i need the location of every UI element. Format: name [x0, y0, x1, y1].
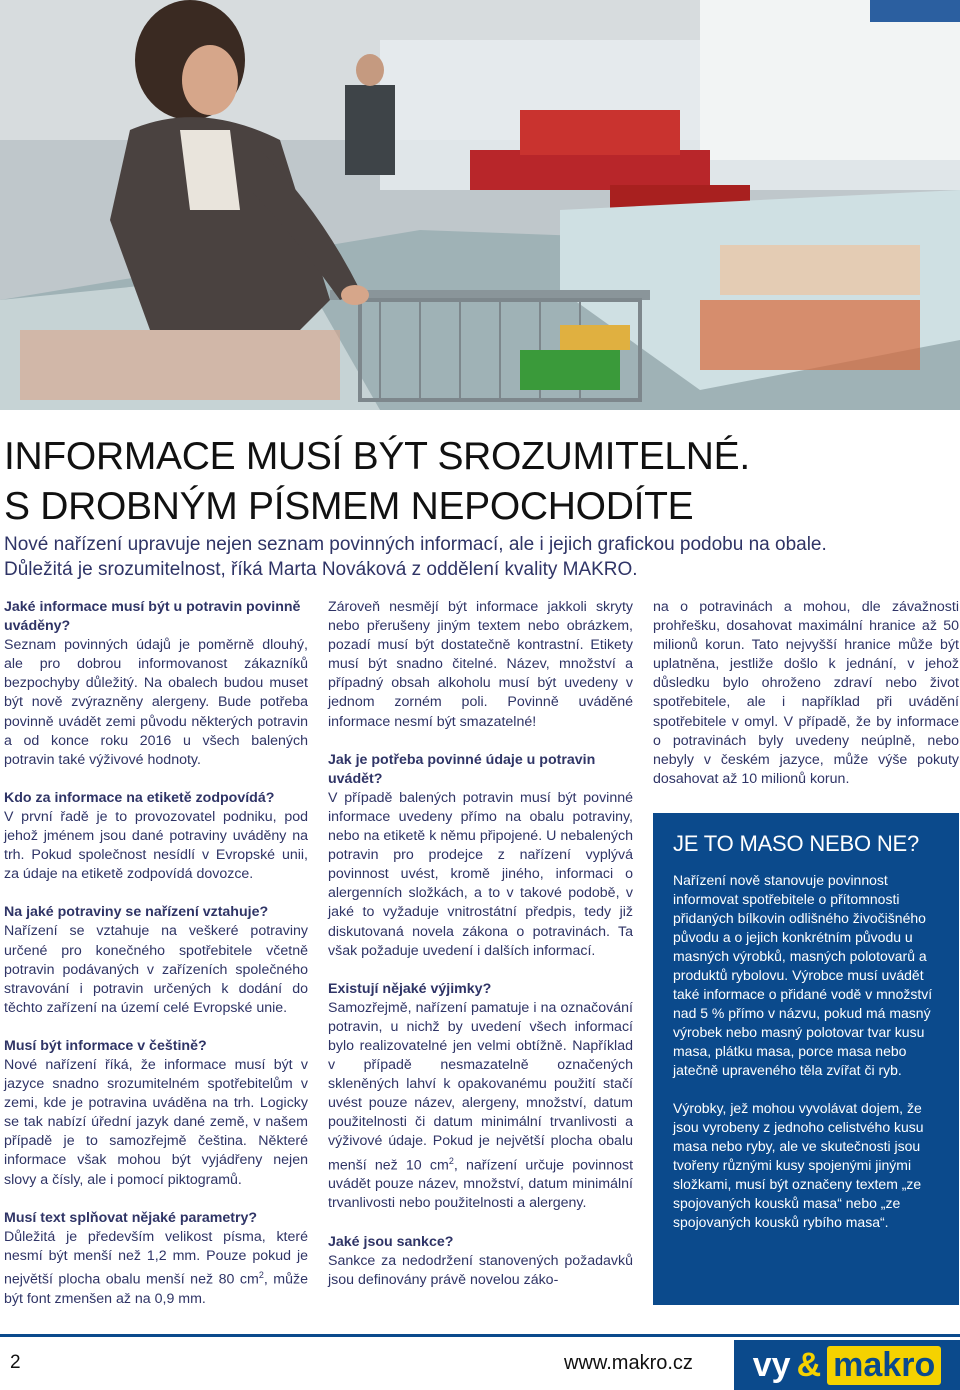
info-box-paragraph: Výrobky, jež mohou vyvolávat dojem, že jsou vyrobeny z jednoho celistvého kusu masa nebo ryby, ale ve skutečnosti jsou tvořeny různými kusy spojenými jinými složkami, musí být označeny textem „ze spojovaných kousků masa“ nebo „ze spojovaných kousků rybího masa“. [673, 1100, 924, 1230]
lead-line-2: Důležitá je srozumitelnost, říká Marta Nováková z oddělení kvality MAKRO. [4, 559, 638, 580]
info-box-paragraph: Nařízení nově stanovuje povinnost informovat spotřebitele o přítomnosti přidaných bílkovin odlišného živočišného původu a o jejich konkrétním původu u masných výrobků, masných polotovarů a produktů rybolovu. Výrobce musí uvádět také informace o přidané vodě v množství nad 5 % přímo v názvu, pokud má masný výrobek nebo masný polotovar tvar kusu masa, plátku masa, porce masa nebo jatečně upraveného těla zvířat či ryb. [673, 872, 933, 1078]
info-box-title: JE TO MASO NEBO NE? [673, 831, 920, 856]
answer-paragraph: Seznam povinných údajů je poměrně dlouhý, ale pro dobrou informovanost zákazníků bezpochyby důležitý. Na obalech budou muset být nově zvýrazněny alergeny. Bude potřeba povinně uvádět zemi původu některých potravin a od konce roku 2016 u všech balených potravin také výživové hodnoty. [4, 637, 308, 768]
question-heading: Kdo za informace na etiketě zodpovídá? [4, 789, 275, 806]
answer-paragraph: Důležitá je především velikost písma, které nesmí být menší než 1,2 mm. Pouze pokud je největší plocha obalu menší než 80 $cm^2$, může být font zmenšen až na 0,9 mm. [4, 1228, 308, 1307]
hero-photo [0, 0, 960, 410]
question-heading: Musí text splňovat nějaké parametry? [4, 1209, 258, 1226]
makro-logo [734, 1340, 960, 1390]
logo-ampersand: & [796, 1345, 822, 1384]
article-title [4, 432, 750, 532]
article-lead [4, 532, 954, 582]
question-heading: Existují nějaké výjimky? [328, 980, 492, 997]
body-paragraph: na o potravinách a mohou, dle závažnosti prohřešku, dosahovat maximální hranice až 50 milionů korun. Tato nejvyšší hranice může být uplatněna, jestliže došlo k jednání, v jehož důsledku bylo ohroženo zdraví nebo život spotřebitele, ale i například při uvádění spotřebitele v omyl. V případě, že by informace o potravinách byly uvedeny neúplně, nebo nebyly v českém jazyce, může výše pokuty dosahovat až 10 milionů korun. [653, 599, 959, 787]
website-url[interactable]: www.makro.cz [564, 1352, 693, 1374]
answer-paragraph: V případě balených potravin musí být povinné informace uvedeny přímo na obalu potraviny, nebo na etiketě k němu připojené. U nebalených potravin pro prodejce z nařízení vyplývá povinnost uvést, kromě jiného, informaci o alergenních složkách, a to v takové podobě, v jaké to vyžaduje vnitrostátní předpis, tedy již diskutovaná novela zákona o potravinách. Ta však požaduje uvedení i dalších informací. [328, 789, 633, 959]
question-heading: Jaké jsou sankce? [328, 1233, 454, 1250]
answer-paragraph: Samozřejmě, nařízení pamatuje i na označování potravin, u nichž by uvedení všech informací bylo realizovatelné jen velmi obtížně. Například v případě nesmazatelně označených skleněných lahví k opakovanému použití stačí uvést pouze název, alergeny, množství, datum použitelnosti či datum minimální trvanlivosti a výživové údaje. Pokud je největší plocha obalu menší než 10 $cm^2$, nařízení určuje povinnost uvádět pouze název, množství, datum minimální trvanlivosti nebo použitelnosti a alergeny. [328, 999, 634, 1212]
question-heading: Na jaké potraviny se nařízení vztahuje? [4, 904, 269, 921]
column-1 [4, 598, 308, 1309]
lead-line-1: Nové nařízení upravuje nejen seznam povinných informací, ale i jejich grafickou podobu na obale. [4, 534, 827, 555]
info-box [653, 813, 959, 1305]
question-heading: Musí být informace v češtině? [4, 1037, 207, 1054]
answer-paragraph: V první řadě je to provozovatel podniku, pod jehož jménem jsou dané potraviny uváděny na trh. Pokud společnost nesídlí v Evropské unii, za údaje na etiketě zodpovídá dovozce. [4, 808, 308, 883]
logo-makro: makro [827, 1346, 941, 1385]
column-3 [653, 598, 959, 789]
logo-vy: vy [752, 1345, 791, 1384]
question-heading: Jaké informace musí být u potravin povinně uváděny? [4, 599, 301, 635]
question-heading: Jak je potřeba povinné údaje u potravin uvádět? [328, 751, 596, 787]
page-number: 2 [10, 1352, 21, 1373]
body-paragraph: Zároveň nesmějí být informace jakkoli skryty nebo přerušeny jiným textem nebo obrázkem, pozadí musí být dostatečně kontrastní. Etikety musí být snadno čitelné. Název, množství a případný obsah alkoholu musí být uvedeny v jednom zorném poli. Povinně uváděné informace nesmí být smazatelné! [328, 599, 633, 730]
answer-paragraph: Sankce za nedodržení stanovených požadavků jsou definovány právě novelou záko- [328, 1252, 633, 1288]
answer-paragraph: Nařízení se vztahuje na veškeré potraviny určené pro konečného spotřebitele včetně potravin podávaných v zařízeních společného stravování i potravin určených k dodání do těchto zařízení na území celé Evropské unie. [4, 923, 308, 1016]
answer-paragraph: Nové nařízení říká, že informace musí být v jazyce snadno srozumitelném spotřebitelům v zemi, kde je potravina uváděna na trh. Logicky se tak nabízí úřední jazyk dané země, v našem případě je to samozřejmě čeština. Některé informace však mohou být vyjádřeny nejen slovy a čísly, ale i pomocí piktogramů. [4, 1056, 308, 1188]
title-line-2: S DROBNÝM PÍSMEM NEPOCHODÍTE [4, 485, 694, 528]
title-line-1: INFORMACE MUSÍ BÝT SROZUMITELNÉ. [4, 435, 750, 478]
footer-rule [0, 1334, 960, 1337]
column-2 [328, 598, 633, 1290]
